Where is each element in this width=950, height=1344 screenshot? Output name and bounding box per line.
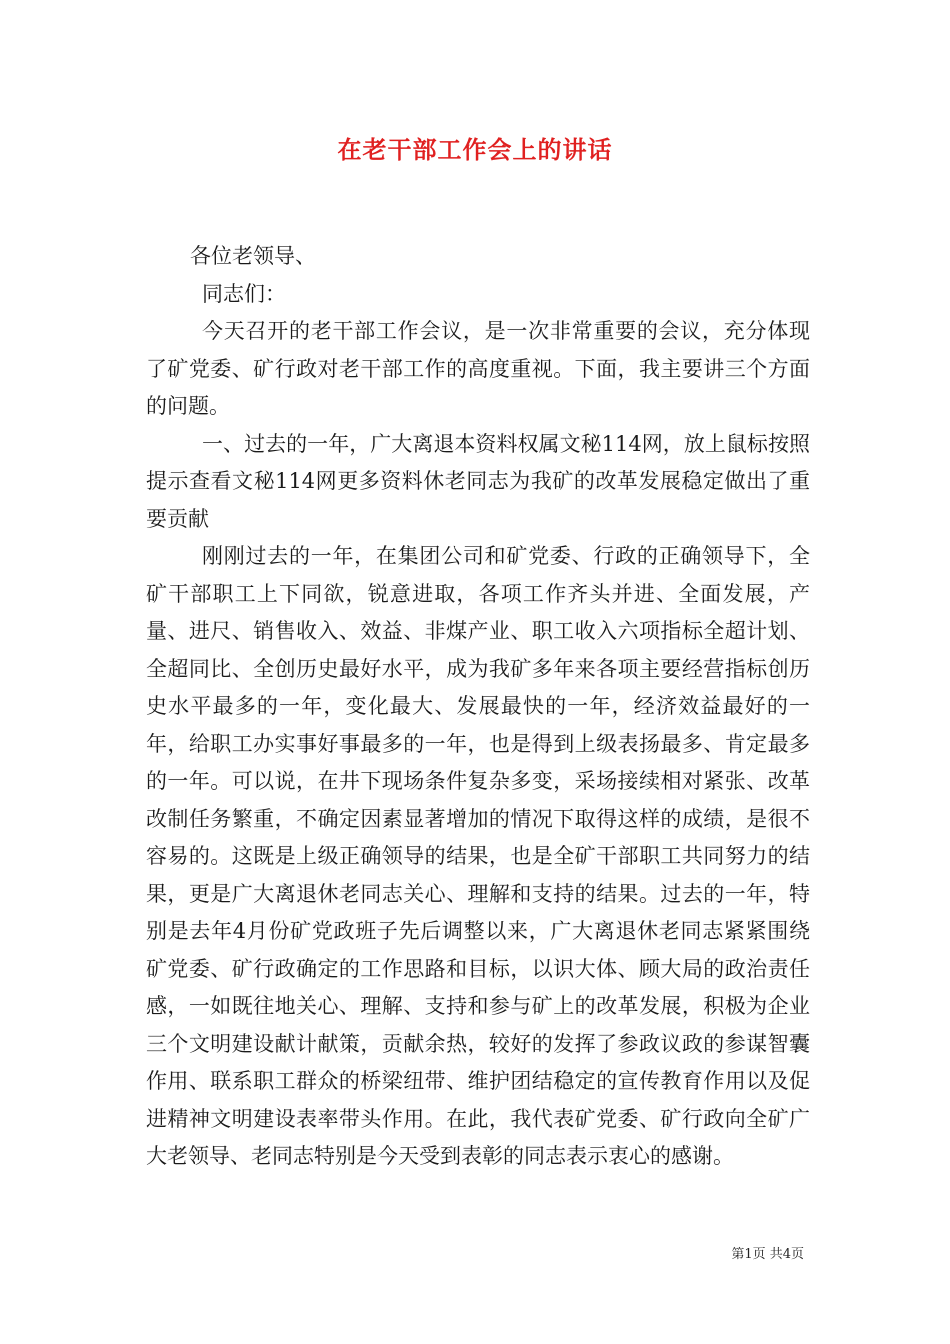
paragraph-section-heading: 一、过去的一年，广大离退本资料权属文秘114网，放上鼠标按照提示查看文秘114网更多资料休老同志为我矿的改革发展稳定做出了重要贡献 bbox=[146, 431, 810, 531]
page-number-footer: 第1页 共4页 bbox=[731, 1247, 804, 1262]
paragraph-main: 刚刚过去的一年，在集团公司和矿党委、行政的正确领导下，全矿干部职工上下同欲，锐意进取，各项工作齐头并进、全面发展，产量、进尺、销售收入、效益、非煤产业、职工收入六项指标全超计划、全超同比、全创历史最好水平，成为我矿多年来各项主要经营指标创历史水平最多的一年，变化最大、发展最快的一年，经济效益最好的一年，给职工办实事好事最多的一年，也是得到上级表扬最多、肯定最多的一年。可以说，在井下现场条件复杂多变，采场接续相对紧张、改革改制任务繁重，不确定因素显著增加的情况下取得这样的成绩，是很不容易的。这既是上级正确领导的结果，也是全矿干部职工共同努力的结果，更是广大离退休老同志关心、理解和支持的结果。过去的一年，特别是去年4月份矿党政班子先后调整以来，广大离退休老同志紧紧围绕矿党委、矿行政确定的工作思路和目标，以识大体、顾大局的政治责任感，一如既往地关心、理解、支持和参与矿上的改革发展，积极为企业三个文明建设献计献策，贡献余热，较好的发挥了参政议政的参谋智囊作用、联系职工群众的桥梁纽带、维护团结稳定的宣传教育作用以及促进精神文明建设表率带头作用。在此，我代表矿党委、矿行政向全矿广大老领导、老同志特别是今天受到表彰的同志表示衷心的感谢。 bbox=[146, 544, 810, 1168]
salutation-line-1: 各位老领导、 bbox=[190, 244, 316, 268]
salutation-line-2: 同志们： bbox=[202, 281, 286, 306]
document-title: 在老干部工作会上的讲话 bbox=[337, 135, 613, 164]
paragraph-intro: 今天召开的老干部工作会议，是一次非常重要的会议，充分体现了矿党委、矿行政对老干部工作的高度重视。下面，我主要讲三个方面的问题。 bbox=[146, 319, 810, 418]
document-body bbox=[146, 238, 810, 1176]
